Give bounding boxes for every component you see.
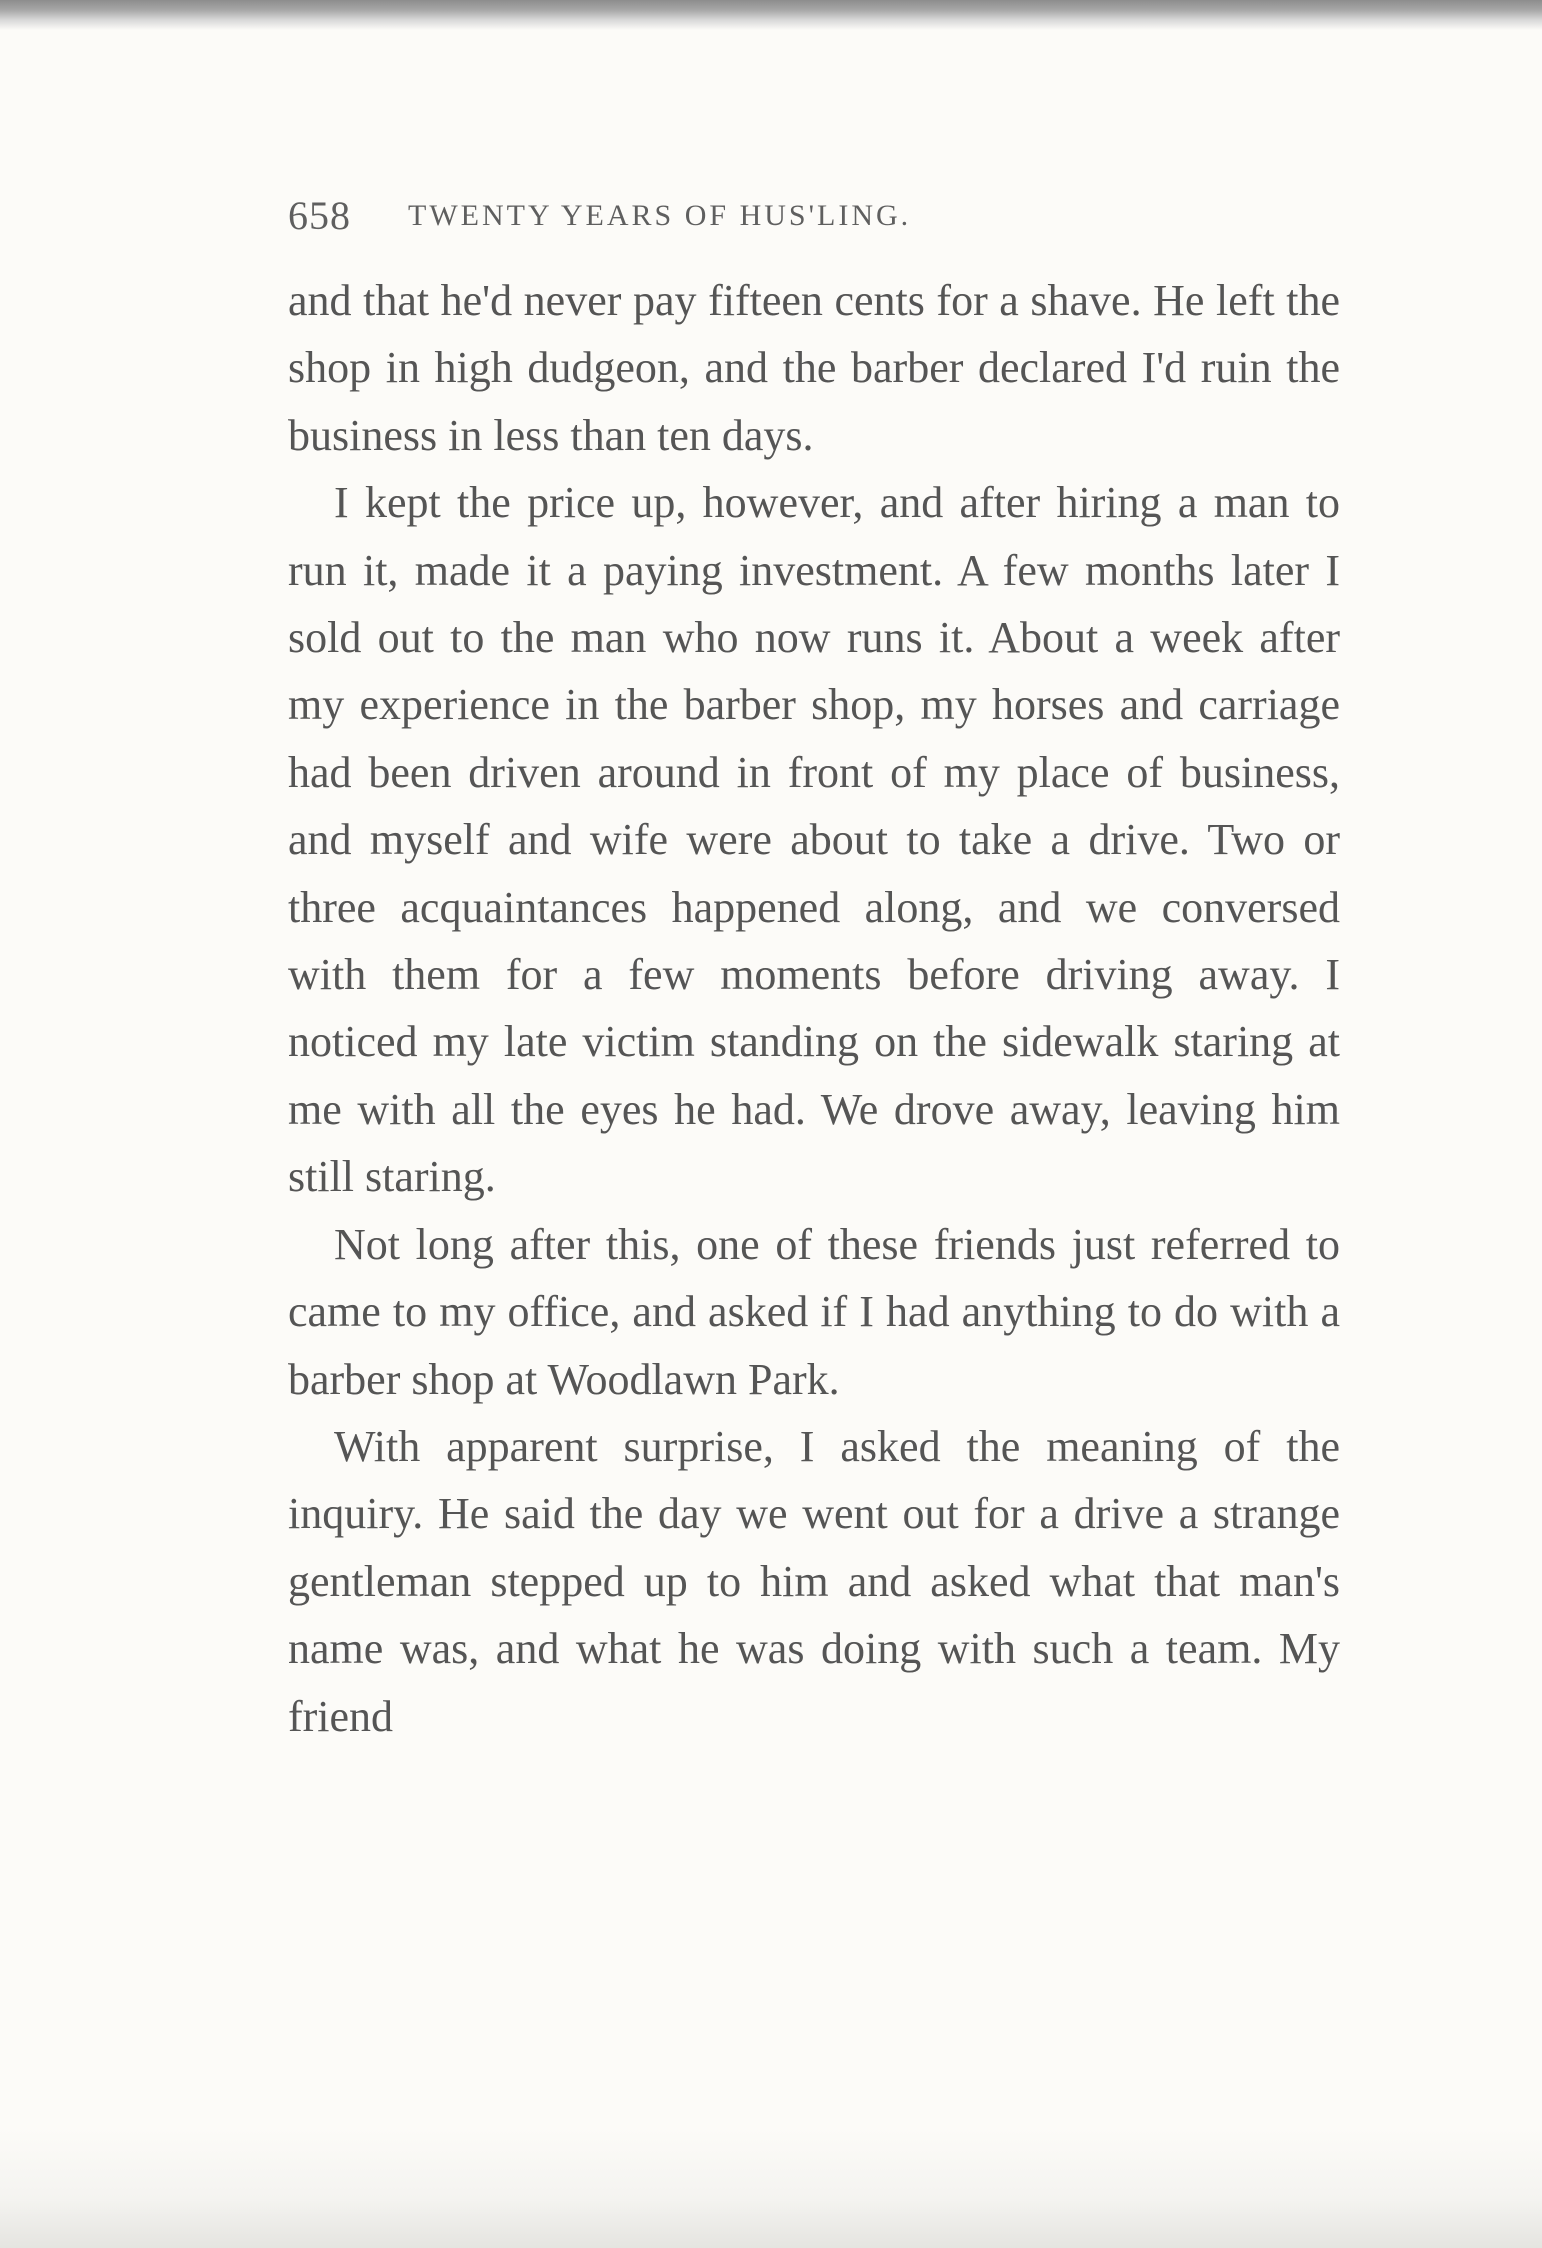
page-number: 658 <box>288 193 351 238</box>
body-text <box>288 267 1340 1750</box>
paragraph-2: I kept the price up, however, and after hiring a man to run it, made it a paying investment. A few months later I sold out to the man who now runs it. About a week after my experience in the barber shop, my horses and carriage had been driven around in front of my place of business, and myself and wife were about to take a drive. Two or three acquaintances happened along, and we conversed with them for a few moments before driving away. I noticed my late victim standing on the sidewalk staring at me with all the eyes he had. We drove away, leaving him still staring. <box>288 478 1340 1202</box>
scan-bottom-edge <box>0 2128 1542 2248</box>
paragraph-1: and that he'd never pay fifteen cents for a shave. He left the shop in high dudgeon, and the barber declared I'd ruin the business in less than ten days. <box>288 276 1340 460</box>
scan-top-edge <box>0 0 1542 30</box>
paragraph-3: Not long after this, one of these friends just referred to came to my office, and asked if I had anything to do with a barber shop at Woodlawn Park. <box>288 1219 1340 1404</box>
running-head-title: TWENTY YEARS OF HUS'LING. <box>408 199 912 232</box>
paragraph-4: With apparent surprise, I asked the meaning of the inquiry. He said the day we went out for a drive a strange gentleman stepped up to him and asked what that man's name was, and what he was doing with such a team. My friend <box>288 1421 1340 1741</box>
running-head <box>288 186 1348 246</box>
